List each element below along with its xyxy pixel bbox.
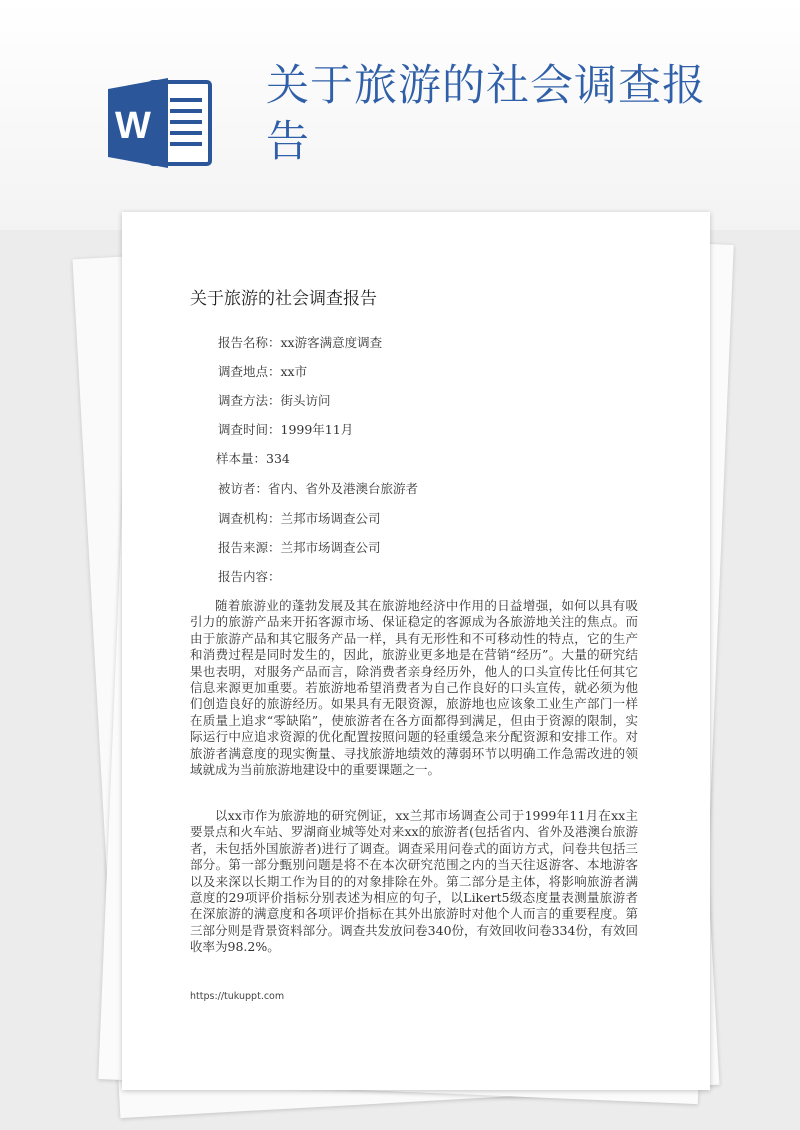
document-page xyxy=(122,212,710,1090)
field-sample-size: 样本量：334 xyxy=(216,451,290,466)
banner-title: 关于旅游的社会调查报告 xyxy=(266,61,706,167)
field-survey-location: 调查地点：xx市 xyxy=(218,364,308,379)
body-paragraph: 以xx市作为旅游地的研究例证，xx兰邦市场调查公司于1999年11月在xx主要景点和火车站、罗湖商业城等处对来xx的旅游者(包括省内、省外及港澳台旅游者，未包括外国旅游者)进行了调查。调查采用问卷式的面访方式，问卷共包括三部分。第一部分甄别问题是将不在本次研究范围之内的当天往返游客、本地游客以及来深以长期工作为目的的对象排除在外。第二部分是主体，将影响旅游者满意度的29项评价指标分别表述为相应的句子，以Likert5级态度量表测量旅游者在深旅游的满意度和各项评价指标在其外出旅游时对他个人而言的重要程度。第三部分则是背景资料部分。调查共发放问卷340份，有效回收问卷334份，有效回收率为98.2%。 xyxy=(190,808,638,955)
field-survey-method: 调查方法：街头访问 xyxy=(218,393,331,408)
svg-text:W: W xyxy=(115,105,151,147)
document-title: 关于旅游的社会调查报告 xyxy=(190,289,377,309)
field-report-source: 报告来源：兰邦市场调查公司 xyxy=(218,540,381,555)
body-paragraph: 随着旅游业的蓬勃发展及其在旅游地经济中作用的日益增强，如何以具有吸引力的旅游产品来开拓客源市场、保证稳定的客源成为各旅游地关注的焦点。而由于旅游产品和其它服务产品一样，具有无形性和不可移动性的特点，它的生产和消费过程是同时发生的，因此，旅游业更多地是在营销“经历”。大量的研究结果也表明，对服务产品而言，除消费者亲身经历外，他人的口头宣传比任何其它信息来源更加重要。若旅游地希望消费者为自己作良好的口头宣传，就必须为他们创造良好的旅游经历。如果具有无限资源，旅游地也应该象工业生产部门一样在质量上追求“零缺陷”，使旅游者在各方面都得到满足，但由于资源的限制，实际运行中应追求资源的优化配置按照问题的轻重缓急来分配资源和安排工作。对旅游者满意度的现实衡量、寻找旅游地绩效的薄弱环节以明确工作急需改进的领域就成为当前旅游地建设中的重要课题之一。 xyxy=(190,598,638,778)
field-respondents: 被访者：省内、省外及港澳台旅游者 xyxy=(218,481,419,496)
field-survey-time: 调查时间：1999年11月 xyxy=(218,422,354,437)
word-document-icon xyxy=(108,76,216,170)
field-report-content: 报告内容： xyxy=(218,569,281,584)
field-survey-agency: 调查机构：兰邦市场调查公司 xyxy=(218,511,381,526)
footer-link[interactable]: https://tukuppt.com xyxy=(190,991,285,1002)
field-report-name: 报告名称：xx游客满意度调查 xyxy=(218,335,383,350)
